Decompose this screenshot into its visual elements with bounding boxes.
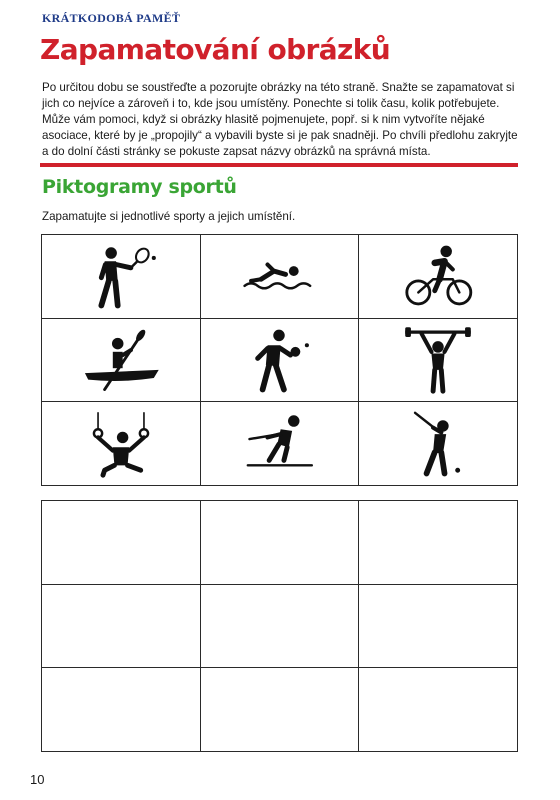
intro-paragraph: Po určitou dobu se soustřeďte a pozorujte obrázky na této straně. Snažte se zapamatovat si jich co nejvíce a zároveň i to, kde jsou umístěny. Ponechte si tolik času, kolik potřebujete. Může vám pomoci, když si obrázky hlasitě pojmenujete, popř. si k nim vytvoříte nějaké asociace, které by je „propojily“ a vybavili byste si je pak snadněji. Po chvíli předlohu zakryjte a do dolní části stránky se pokuste zapsat názvy obrázků na správná místa. — [42, 81, 518, 158]
section-title: Piktogramy sportů — [42, 176, 237, 198]
weightlifting-icon — [397, 325, 479, 395]
chapter-label: KRÁTKODOBÁ PAMĚŤ — [42, 11, 181, 25]
pictogram-cell — [42, 319, 201, 403]
answer-cell[interactable] — [201, 668, 360, 752]
pictogram-cell — [201, 402, 360, 486]
answer-cell[interactable] — [359, 585, 518, 669]
pictogram-cell — [359, 235, 518, 319]
rings-gymnastics-icon — [80, 409, 162, 479]
golf-icon — [397, 409, 479, 479]
page-title: Zapamatování obrázků — [40, 33, 391, 66]
pictogram-cell — [201, 235, 360, 319]
answer-cell[interactable] — [359, 501, 518, 585]
skiing-icon — [238, 409, 320, 479]
answer-cell[interactable] — [42, 501, 201, 585]
pictogram-grid — [41, 234, 518, 486]
tennis-icon — [80, 241, 162, 311]
pictogram-cell — [42, 235, 201, 319]
swimming-icon — [238, 241, 320, 311]
pictogram-cell — [201, 319, 360, 403]
answer-cell[interactable] — [42, 585, 201, 669]
answer-grid — [41, 500, 518, 752]
table-tennis-icon — [238, 325, 320, 395]
answer-cell[interactable] — [201, 501, 360, 585]
cycling-icon — [397, 241, 479, 311]
instruction-text: Zapamatujte si jednotlivé sporty a jejich umístění. — [42, 210, 296, 223]
canoeing-icon — [80, 325, 162, 395]
pictogram-cell — [359, 319, 518, 403]
pictogram-cell — [359, 402, 518, 486]
pictogram-cell — [42, 402, 201, 486]
answer-cell[interactable] — [42, 668, 201, 752]
answer-cell[interactable] — [359, 668, 518, 752]
page-number: 10 — [30, 772, 45, 787]
answer-cell[interactable] — [201, 585, 360, 669]
divider-rule — [40, 163, 518, 167]
